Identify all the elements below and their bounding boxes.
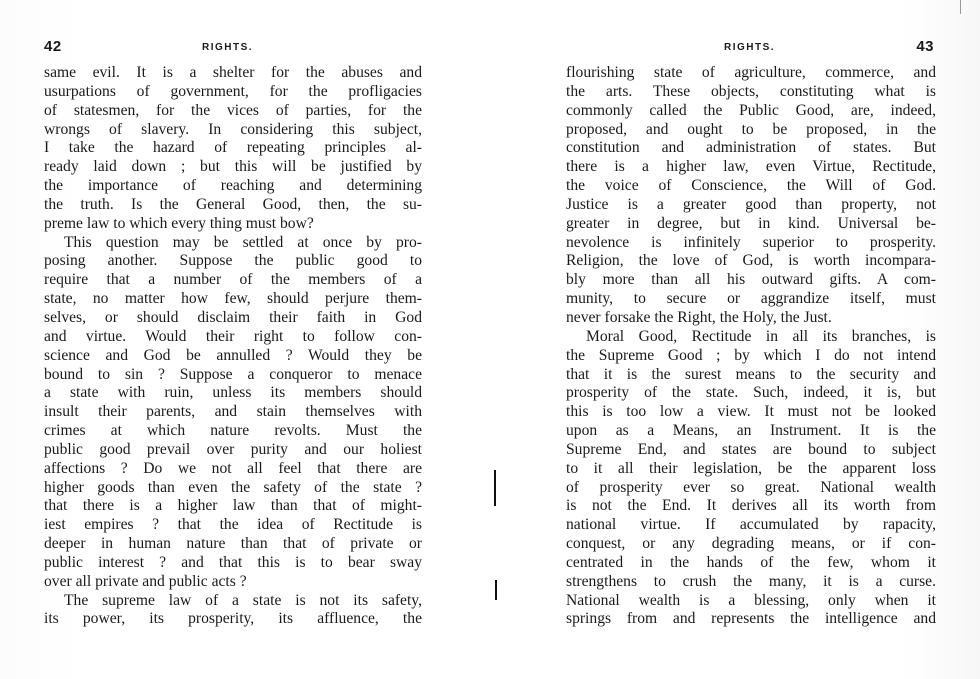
text-line: Justice is a greater good than property, not bbox=[566, 195, 936, 213]
text-line: the Supreme Good ; by which I do not intend bbox=[566, 346, 936, 364]
text-line: over all private and public acts ? bbox=[44, 572, 247, 590]
text-line: the voice of Conscience, the Will of God. bbox=[566, 177, 936, 195]
text-line: is not the End. It derives all its worth from bbox=[566, 497, 936, 515]
text-line: flourishing state of agriculture, commerce, and bbox=[566, 64, 936, 81]
text-line: national virtue. If accumulated by rapacity, bbox=[566, 516, 936, 534]
text-line: nevolence is infinitely superior to prosperity. bbox=[566, 233, 936, 251]
text-line: springs from and represents the intelligence and bbox=[566, 610, 936, 628]
gutter-scan-mark bbox=[494, 470, 496, 506]
text-line: and virtue. Would their right to follow con- bbox=[44, 327, 422, 345]
text-line: upon as a Means, an Instrument. It is the bbox=[566, 422, 936, 440]
text-line: of prosperity ever so great. National wealth bbox=[566, 478, 936, 496]
text-line: preme law to which every thing must bow? bbox=[44, 214, 314, 232]
text-line: science and God be annulled ? Would they be bbox=[44, 346, 422, 364]
edge-scan-mark bbox=[960, 0, 961, 14]
text-line: I take the hazard of repeating principles al- bbox=[44, 139, 422, 157]
left-running-head bbox=[44, 38, 422, 62]
text-line: Religion, the love of God, is worth incompara- bbox=[566, 252, 936, 270]
text-line: munity, to secure or aggrandize itself, must bbox=[566, 290, 936, 308]
text-line: require that a number of the members of a bbox=[44, 271, 422, 289]
text-line: insult their parents, and stain themselves with bbox=[44, 403, 422, 421]
text-line: usurpations of government, for the profligacies bbox=[44, 82, 422, 100]
text-line: National wealth is a blessing, only when it bbox=[566, 591, 936, 609]
text-line: there is a higher law, even Virtue, Rectitude, bbox=[566, 158, 936, 176]
left-body-text bbox=[44, 64, 422, 629]
text-line: bound to sin ? Suppose a conqueror to menace bbox=[44, 365, 422, 383]
text-line: centrated in the hands of the few, whom it bbox=[566, 553, 936, 571]
text-line: higher goods than even the safety of the state ? bbox=[44, 478, 422, 496]
left-page-number: 42 bbox=[44, 38, 62, 55]
text-line: never forsake the Right, the Holy, the Just. bbox=[566, 308, 832, 326]
text-line: the arts. These objects, constituting what is bbox=[566, 82, 936, 100]
right-running-head-title: RIGHTS. bbox=[724, 42, 776, 53]
text-line: a state with ruin, unless its members should bbox=[44, 384, 422, 402]
text-line: that there is a higher law than that of might- bbox=[44, 497, 422, 515]
left-page bbox=[44, 38, 422, 629]
right-body-text bbox=[566, 64, 936, 629]
text-line: same evil. It is a shelter for the abuses and bbox=[44, 64, 422, 81]
right-page-number: 43 bbox=[916, 38, 934, 55]
right-page bbox=[566, 38, 936, 629]
text-line: iest empires ? that the idea of Rectitude is bbox=[44, 516, 422, 534]
text-line: strengthens to crush the many, it is a curse. bbox=[566, 572, 936, 590]
right-running-head bbox=[566, 38, 936, 62]
text-line: This question may be settled at once by pro- bbox=[64, 233, 422, 251]
text-line: affections ? Do we not all feel that there are bbox=[44, 459, 422, 477]
text-line: posing another. Suppose the public good to bbox=[44, 252, 422, 270]
text-line: crimes at which nature revolts. Must the bbox=[44, 422, 422, 440]
text-line: this is too low a view. It must not be looked bbox=[566, 403, 936, 421]
text-line: ready laid down ; but this will be justified by bbox=[44, 158, 422, 176]
left-running-head-title: RIGHTS. bbox=[202, 42, 254, 53]
text-line: the truth. Is the General Good, then, the su- bbox=[44, 195, 422, 213]
text-line: the importance of reaching and determining bbox=[44, 177, 422, 195]
text-line: of statesmen, for the vices of parties, for the bbox=[44, 101, 422, 119]
text-line: proposed, and ought to be proposed, in the bbox=[566, 120, 936, 138]
text-line: Supreme End, and states are bound to subject bbox=[566, 440, 936, 458]
text-line: Moral Good, Rectitude in all its branches, is bbox=[586, 327, 936, 345]
text-line: greater in degree, but in kind. Universal be- bbox=[566, 214, 936, 232]
text-line: conquest, or any degrading means, or if con- bbox=[566, 535, 936, 553]
text-line: prosperity of the state. Such, indeed, it is, but bbox=[566, 384, 936, 402]
gutter-scan-mark bbox=[495, 580, 497, 600]
text-line: constitution and administration of states. But bbox=[566, 139, 936, 157]
text-line: selves, or should disclaim their faith in God bbox=[44, 308, 422, 326]
text-line: its power, its prosperity, its affluence, the bbox=[44, 610, 422, 628]
text-line: public good prevail over purity and our holiest bbox=[44, 440, 422, 458]
text-line: that it is the surest means to the security and bbox=[566, 365, 936, 383]
text-line: wrongs of slavery. In considering this subject, bbox=[44, 120, 422, 138]
text-line: to it all their legislation, be the apparent loss bbox=[566, 459, 936, 477]
text-line: public interest ? and that this is to bear sway bbox=[44, 553, 422, 571]
text-line: The supreme law of a state is not its safety, bbox=[64, 591, 422, 609]
text-line: state, no matter how few, should perjure them- bbox=[44, 290, 422, 308]
text-line: bly more than all his outward gifts. A com- bbox=[566, 271, 936, 289]
text-line: deeper in human nature than that of private or bbox=[44, 535, 422, 553]
text-line: commonly called the Public Good, are, indeed, bbox=[566, 101, 936, 119]
